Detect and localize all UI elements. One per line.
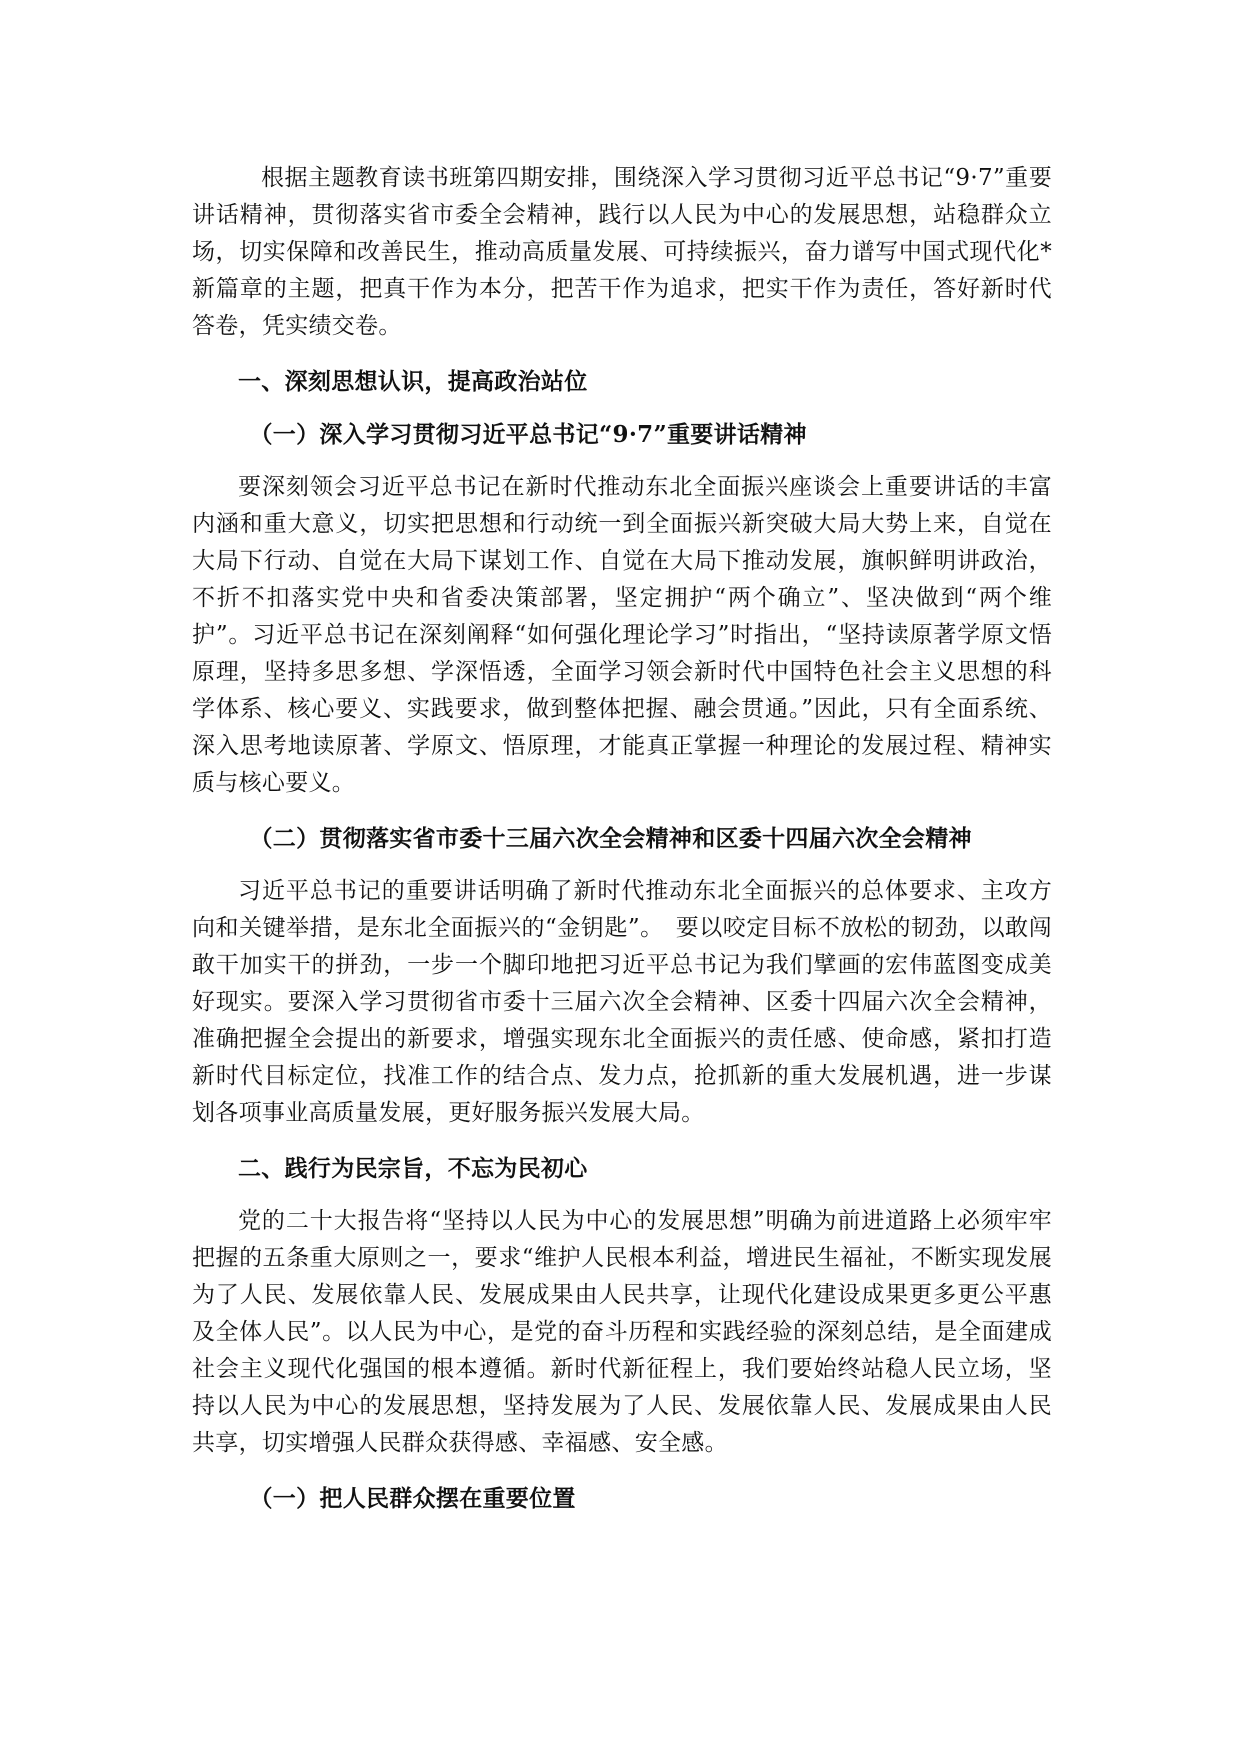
- section1-sub2-body: 习近平总书记的重要讲话明确了新时代推动东北全面振兴的总体要求、主攻方向和关键举措，是东北全面振兴的“金钥匙”。 要以咬定目标不放松的韧劲，以敢闯敢干加实干的拼劲，一步一个脚印地把习近平总书记为我们擘画的宏伟蓝图变成美好现实。要深入学习贯彻省市委十三届六次全会精神、区委十四届六次全会精神，准确把握全会提出的新要求，增强实现东北全面振兴的责任感、使命感，紧扣打造新时代目标定位，找准工作的结合点、发力点，抢抓新的重大发展机遇，进一步谋划各项事业高质量发展，更好服务振兴发展大局。: [192, 878, 1052, 1126]
- section1-sub2-heading: （二）贯彻落实省市委十三届六次全会精神和区委十四届六次全会精神: [249, 825, 972, 852]
- section2-body: 党的二十大报告将“坚持以人民为中心的发展思想”明确为前进道路上必须牢牢把握的五条重大原则之一，要求“维护人民根本利益，增进民生福祉，不断实现发展为了人民、发展依靠人民、发展成果由人民共享，让现代化建设成果更多更公平惠及全体人民”。以人民为中心，是党的奋斗历程和实践经验的深刻总结，是全面建成社会主义现代化强国的根本遵循。新时代新征程上，我们要始终站稳人民立场，坚持以人民为中心的发展思想，坚持发展为了人民、发展依靠人民、发展成果由人民共享，切实增强人民群众获得感、幸福感、安全感。: [192, 1208, 1052, 1456]
- section1-sub1-body: 要深刻领会习近平总书记在新时代推动东北全面振兴座谈会上重要讲话的丰富内涵和重大意义，切实把思想和行动统一到全面振兴新突破大局大势上来，自觉在大局下行动、自觉在大局下谋划工作、自觉在大局下推动发展，旗帜鲜明讲政治，不折不扣落实党中央和省委决策部署，坚定拥护“两个确立”、坚决做到“两个维护”。习近平总书记在深刻阐释“如何强化理论学习”时指出，“坚持读原著学原文悟原理，坚持多思多想、学深悟透，全面学习领会新时代中国特色社会主义思想的科学体系、核心要义、实践要求，做到整体把握、融会贯通。”因此，只有全面系统、深入思考地读原著、学原文、悟原理，才能真正掌握一种理论的发展过程、精神实质与核心要义。: [192, 474, 1052, 796]
- document-page: [192, 160, 1052, 1517]
- intro-paragraph: 根据主题教育读书班第四期安排，围绕深入学习贯彻习近平总书记“9·7”重要讲话精神，贯彻落实省市委全会精神，践行以人民为中心的发展思想，站稳群众立场，切实保障和改善民生，推动高质量发展、可持续振兴，奋力谱写中国式现代化*新篇章的主题，把真干作为本分，把苦干作为追求，把实干作为责任，答好新时代答卷，凭实绩交卷。: [192, 165, 1052, 339]
- section1-heading: 一、深刻思想认识，提高政治站位: [238, 368, 588, 395]
- section2-sub1-heading: （一）把人民群众摆在重要位置: [249, 1485, 576, 1512]
- section1-sub1-heading: （一）深入学习贯彻习近平总书记“9·7”重要讲话精神: [249, 421, 807, 448]
- section2-heading: 二、践行为民宗旨，不忘为民初心: [238, 1155, 588, 1182]
